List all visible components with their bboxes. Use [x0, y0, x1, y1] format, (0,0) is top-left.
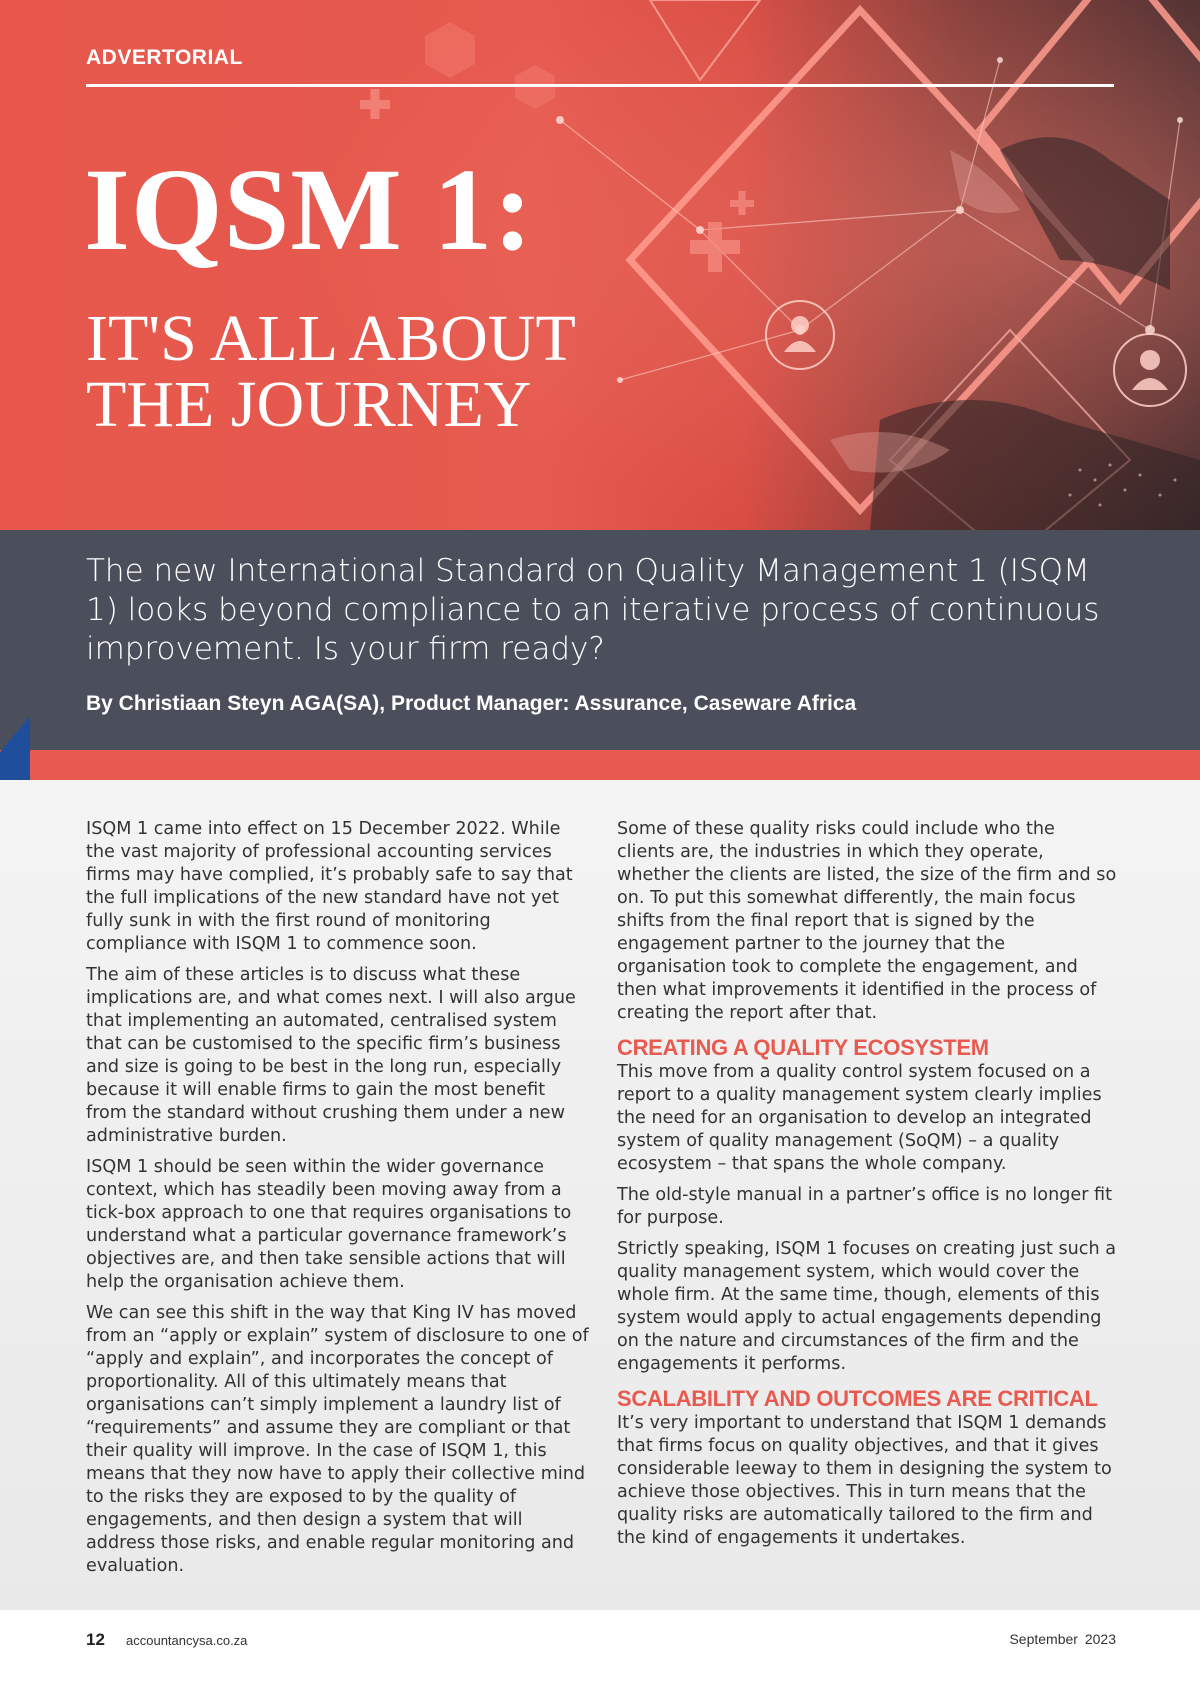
- article-subtitle: [86, 302, 686, 441]
- section-heading: SCALABILITY AND OUTCOMES ARE CRITICAL: [617, 1386, 1098, 1411]
- article-column-left: [86, 818, 591, 1586]
- page-footer: [0, 1610, 1200, 1696]
- hero-banner: [0, 0, 1200, 530]
- paragraph: Strictly speaking, ISQM 1 focuses on creating just such a quality management system, which would cover the whole firm. At the same time, though, elements of this system would apply to actual engagements depending on the nature and circumstances of the firm and the engagements it performs.: [617, 1239, 1117, 1374]
- paragraph: We can see this shift in the way that King IV has moved from an “apply or explain” system of disclosure to one of “apply and explain”, and incorporates the concept of proportionality. All of this ultimately means that organisations can’t simply implement a laundry list of “requirements” and assume they are compliant or that their quality will improve. In the case of ISQM 1, this means that they now have to apply their collective mind to the risks they are exposed to by the quality of engagements, and then design a system that will address those risks, and enable regular monitoring and evaluation.: [86, 1303, 589, 1576]
- page-number: 12: [86, 1630, 105, 1649]
- subtitle-line-1: IT'S ALL ABOUT: [86, 302, 576, 375]
- author-byline: By Christiaan Steyn AGA(SA), Product Manager: Assurance, Caseware Africa: [86, 692, 857, 715]
- article-title: IQSM 1:: [84, 144, 534, 275]
- article-intro: The new International Standard on Quality Management 1 (ISQM 1) looks beyond compliance to an iterative process of continuous improvement. Is your firm ready?: [86, 553, 1100, 667]
- kicker-divider: [86, 84, 1114, 87]
- subtitle-line-2: THE JOURNEY: [86, 368, 532, 441]
- section-heading: CREATING A QUALITY ECOSYSTEM: [617, 1035, 989, 1060]
- paragraph: ISQM 1 came into effect on 15 December 2022. While the vast majority of professional accounting services firms may have complied, it’s probably safe to say that the full implications of the new standard have not yet fully sunk in with the first round of monitoring compliance with ISQM 1 to commence soon.: [86, 819, 573, 954]
- paragraph: This move from a quality control system focused on a report to a quality management system clearly implies the need for an organisation to develop an integrated system of quality management (SoQM) – a quality ecosystem – that spans the whole company.: [617, 1062, 1102, 1174]
- website-link[interactable]: accountancysa.co.za: [126, 1633, 248, 1648]
- section-kicker: ADVERTORIAL: [86, 46, 243, 69]
- accent-stripe: [0, 750, 1200, 780]
- paragraph: The aim of these articles is to discuss what these implications are, and what comes next. I will also argue that implementing an automated, centralised system that can be customised to the specific firm’s business and size is going to be best in the long run, especially because it will enable firms to gain the most benefit from the standard without crushing them under a new administrative burden.: [86, 965, 576, 1146]
- paragraph: ISQM 1 should be seen within the wider governance context, which has steadily been moving away from a tick-box approach to one that requires organisations to understand what a particular governance framework’s objectives are, and then take sensible actions that will help the organisation achieve them.: [86, 1157, 572, 1292]
- paragraph: It’s very important to understand that ISQM 1 demands that firms focus on quality objectives, and that it gives considerable leeway to them in designing the system to achieve those objectives. This in turn means that the quality risks are automatically tailored to the firm and the kind of engagements it undertakes.: [617, 1413, 1112, 1548]
- issue-date: September 2023: [1009, 1631, 1116, 1647]
- article-column-right: [617, 818, 1117, 1558]
- paragraph: The old-style manual in a partner’s office is no longer fit for purpose.: [617, 1185, 1113, 1228]
- paragraph: Some of these quality risks could include who the clients are, the industries in which they operate, whether the clients are listed, the size of the firm and so on. To put this somewhat differently, the main focus shifts from the final report that is signed by the engagement partner to the journey that the organisation took to complete the engagement, and then what improvements it identified in the process of creating the report after that.: [617, 819, 1117, 1023]
